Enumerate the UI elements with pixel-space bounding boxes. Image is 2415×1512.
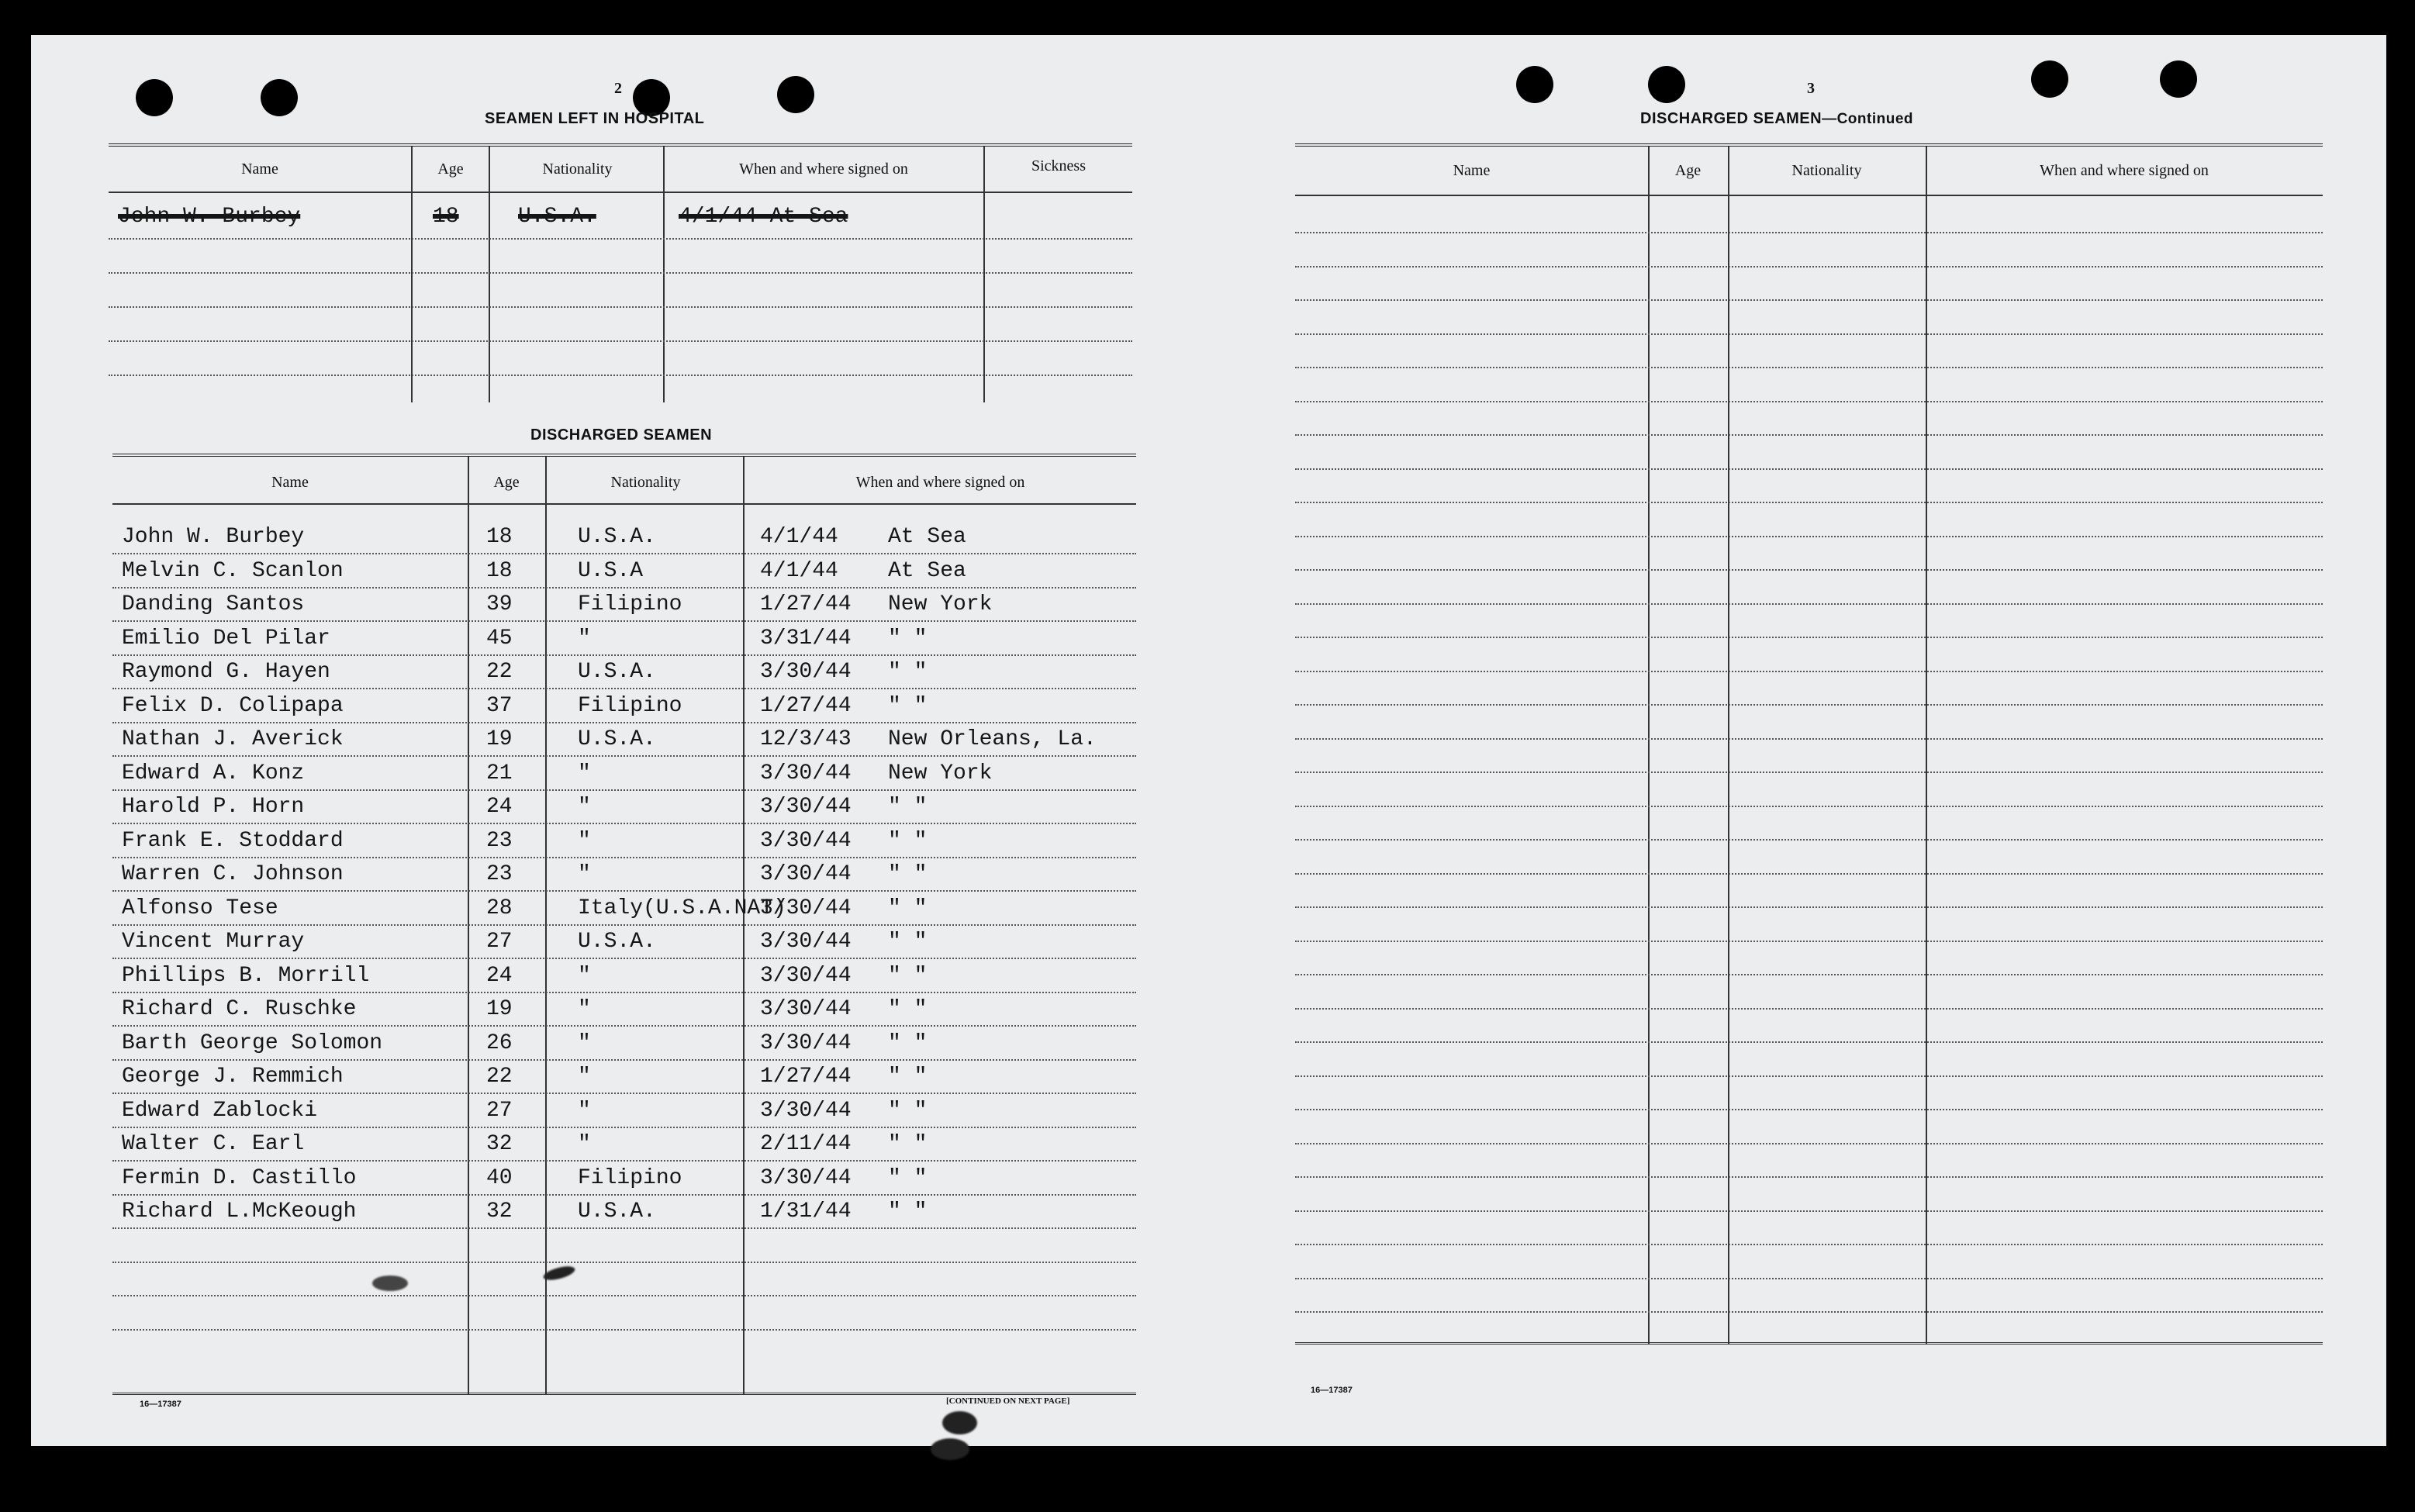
cell-signed-on: 4/1/44 At Sea xyxy=(679,205,848,229)
row-rule xyxy=(112,587,1136,589)
ink-smudge xyxy=(372,1276,408,1291)
cell-name: Alfonso Tese xyxy=(122,896,278,920)
cell-age: 40 xyxy=(486,1165,513,1190)
row-rule xyxy=(1295,839,2323,841)
cell-age: 27 xyxy=(486,930,513,954)
row-rule xyxy=(112,1262,1136,1263)
header-signed-on: When and where signed on xyxy=(855,474,1025,491)
header-nationality: Nationality xyxy=(610,474,681,491)
cell-age: 45 xyxy=(486,626,513,651)
row-rule xyxy=(1295,299,2323,301)
cell-nationality: Filipino xyxy=(578,693,682,718)
row-rule xyxy=(1295,266,2323,268)
cell-name: Felix D. Colipapa xyxy=(122,693,344,718)
cell-nationality: U.S.A. xyxy=(518,205,596,229)
bottom-rule xyxy=(112,1393,1136,1395)
row-rule xyxy=(1295,569,2323,571)
cell-name: John W. Burbey xyxy=(118,205,301,229)
cell-nationality: U.S.A. xyxy=(578,1200,656,1224)
cell-date: 3/31/44 xyxy=(760,626,852,651)
cell-nationality: " xyxy=(578,862,591,886)
cell-name: Harold P. Horn xyxy=(122,795,305,819)
cell-name: Emilio Del Pilar xyxy=(122,626,330,651)
column-rule xyxy=(983,147,985,402)
row-rule xyxy=(1295,468,2323,470)
row-rule xyxy=(112,1127,1136,1128)
cell-place: " " xyxy=(888,1132,928,1156)
cell-nationality: " xyxy=(578,1098,591,1123)
cell-nationality: " xyxy=(578,1065,591,1089)
cell-place: " " xyxy=(888,862,928,886)
row-rule xyxy=(1295,873,2323,875)
cell-age: 39 xyxy=(486,592,513,616)
cell-date: 4/1/44 xyxy=(760,525,838,549)
row-rule xyxy=(112,789,1136,791)
hospital-section-title: SEAMEN LEFT IN HOSPITAL xyxy=(485,110,705,127)
cell-age: 32 xyxy=(486,1132,513,1156)
cell-place: " " xyxy=(888,1200,928,1224)
row-rule xyxy=(112,553,1136,554)
cell-date: 2/11/44 xyxy=(760,1132,852,1156)
row-rule xyxy=(1295,974,2323,975)
row-rule xyxy=(1295,704,2323,706)
cell-nationality: " xyxy=(578,828,591,853)
cell-age: 24 xyxy=(486,963,513,988)
header-signed-on: When and where signed on xyxy=(739,161,908,178)
punch-hole xyxy=(2160,60,2197,98)
row-rule xyxy=(1295,1311,2323,1313)
cell-nationality: " xyxy=(578,795,591,819)
cell-name: Walter C. Earl xyxy=(122,1132,305,1156)
cell-place: New York xyxy=(888,592,993,616)
cell-age: 22 xyxy=(486,1065,513,1089)
header-sickness: Sickness xyxy=(1031,157,1086,174)
cell-place: At Sea xyxy=(888,558,966,583)
bottom-rule xyxy=(1295,1342,2323,1345)
cell-age: 27 xyxy=(486,1098,513,1123)
punch-hole xyxy=(1516,66,1553,103)
column-rule xyxy=(1728,147,1729,1345)
cell-nationality: Italy(U.S.A.NAT) xyxy=(578,896,786,920)
row-rule xyxy=(1295,1210,2323,1212)
row-rule xyxy=(1295,941,2323,942)
row-rule xyxy=(1295,401,2323,402)
cell-date: 4/1/44 xyxy=(760,558,838,583)
row-rule xyxy=(112,1227,1136,1229)
discharged-table xyxy=(112,454,1136,1395)
row-rule xyxy=(1295,738,2323,740)
row-rule xyxy=(109,272,1132,274)
cell-place: At Sea xyxy=(888,525,966,549)
ink-smudge xyxy=(942,1411,977,1434)
header-age: Age xyxy=(1674,162,1702,179)
row-rule xyxy=(1295,1244,2323,1245)
cell-date: 12/3/43 xyxy=(760,727,852,751)
cell-place: " " xyxy=(888,828,928,853)
cell-age: 19 xyxy=(486,727,513,751)
left-page xyxy=(31,35,1198,1446)
row-rule xyxy=(1295,333,2323,335)
discharged-continued-title xyxy=(1640,110,1913,128)
cell-name: Raymond G. Hayen xyxy=(122,660,330,684)
row-rule xyxy=(1295,671,2323,672)
ink-smudge xyxy=(931,1438,969,1460)
cell-place: " " xyxy=(888,795,928,819)
cell-age: 26 xyxy=(486,1030,513,1055)
cell-age: 24 xyxy=(486,795,513,819)
cell-place: " " xyxy=(888,626,928,651)
row-rule xyxy=(112,722,1136,723)
cell-name: Vincent Murray xyxy=(122,930,305,954)
right-page xyxy=(1198,35,2386,1446)
cell-age: 28 xyxy=(486,896,513,920)
cell-place: " " xyxy=(888,1065,928,1089)
row-rule xyxy=(1295,1075,2323,1077)
punch-hole xyxy=(777,76,814,113)
row-rule xyxy=(1295,906,2323,908)
row-rule xyxy=(1295,232,2323,233)
form-number: 16—17387 xyxy=(140,1400,181,1409)
header-nationality: Nationality xyxy=(542,161,613,178)
header-name: Name xyxy=(241,161,278,178)
row-rule xyxy=(112,1194,1136,1196)
cell-date: 1/27/44 xyxy=(760,1065,852,1089)
cell-nationality: " xyxy=(578,626,591,651)
cell-date: 3/30/44 xyxy=(760,930,852,954)
row-rule xyxy=(112,1329,1136,1331)
cell-nationality: " xyxy=(578,1030,591,1055)
cell-name: Edward Zablocki xyxy=(122,1098,318,1123)
cell-nationality: " xyxy=(578,963,591,988)
header-nationality: Nationality xyxy=(1791,162,1862,179)
page-number: 3 xyxy=(1807,80,1815,97)
cell-place: " " xyxy=(888,693,928,718)
header-age: Age xyxy=(493,474,520,491)
cell-name: Melvin C. Scanlon xyxy=(122,558,344,583)
cell-date: 3/30/44 xyxy=(760,660,852,684)
row-rule xyxy=(112,857,1136,858)
punch-hole xyxy=(1648,66,1685,103)
cell-age: 37 xyxy=(486,693,513,718)
cell-nationality: U.S.A. xyxy=(578,727,656,751)
row-rule xyxy=(1295,1176,2323,1178)
cell-name: John W. Burbey xyxy=(122,525,305,549)
row-rule xyxy=(1295,806,2323,807)
row-rule xyxy=(1295,772,2323,773)
punch-hole xyxy=(136,79,173,116)
header-signed-on: When and where signed on xyxy=(2040,162,2209,179)
cell-place: " " xyxy=(888,930,928,954)
cell-name: Edward A. Konz xyxy=(122,761,305,785)
table-header xyxy=(112,457,1136,505)
row-rule xyxy=(109,375,1132,376)
cell-date: 3/30/44 xyxy=(760,1030,852,1055)
cell-age: 19 xyxy=(486,997,513,1021)
row-rule xyxy=(112,1025,1136,1027)
page-number: 2 xyxy=(614,80,622,97)
cell-name: Richard C. Ruschke xyxy=(122,997,357,1021)
cell-name: George J. Remmich xyxy=(122,1065,344,1089)
cell-nationality: U.S.A. xyxy=(578,930,656,954)
punch-hole xyxy=(2031,60,2068,98)
header-name: Name xyxy=(271,474,309,491)
row-rule xyxy=(112,1295,1136,1296)
row-rule xyxy=(112,890,1136,892)
row-rule xyxy=(109,306,1132,308)
cell-name: Fermin D. Castillo xyxy=(122,1165,357,1190)
cell-name: Richard L.McKeough xyxy=(122,1200,357,1224)
cell-age: 18 xyxy=(486,558,513,583)
column-rule xyxy=(1648,147,1650,1345)
column-rule xyxy=(545,457,547,1395)
row-rule xyxy=(1295,1109,2323,1110)
form-number: 16—17387 xyxy=(1311,1386,1353,1395)
row-rule xyxy=(112,924,1136,926)
cell-date: 3/30/44 xyxy=(760,997,852,1021)
cell-place: " " xyxy=(888,896,928,920)
cell-date: 3/30/44 xyxy=(760,761,852,785)
row-rule xyxy=(112,654,1136,656)
row-rule xyxy=(1295,1041,2323,1043)
discharged-section-title: DISCHARGED SEAMEN xyxy=(530,426,713,444)
row-rule xyxy=(1295,603,2323,605)
cell-name: Frank E. Stoddard xyxy=(122,828,344,853)
cell-name: Barth George Solomon xyxy=(122,1030,383,1055)
cell-nationality: " xyxy=(578,1132,591,1156)
cell-date: 1/31/44 xyxy=(760,1200,852,1224)
cell-place: " " xyxy=(888,1098,928,1123)
cell-name: Warren C. Johnson xyxy=(122,862,344,886)
row-rule xyxy=(1295,637,2323,638)
cell-age: 23 xyxy=(486,862,513,886)
column-rule xyxy=(1926,147,1927,1345)
row-rule xyxy=(112,1093,1136,1094)
row-rule xyxy=(109,340,1132,342)
cell-place: New Orleans, La. xyxy=(888,727,1097,751)
cell-date: 3/30/44 xyxy=(760,795,852,819)
row-rule xyxy=(112,755,1136,757)
cell-nationality: U.S.A. xyxy=(578,525,656,549)
cell-date: 1/27/44 xyxy=(760,592,852,616)
cell-age: 18 xyxy=(433,205,459,229)
column-rule xyxy=(663,147,665,402)
row-rule xyxy=(112,958,1136,959)
row-rule xyxy=(112,823,1136,824)
cell-age: 21 xyxy=(486,761,513,785)
table-header xyxy=(109,147,1132,193)
row-rule xyxy=(1295,434,2323,436)
cell-date: 3/30/44 xyxy=(760,963,852,988)
cell-age: 22 xyxy=(486,660,513,684)
cell-date: 3/30/44 xyxy=(760,1098,852,1123)
cell-name: Danding Santos xyxy=(122,592,305,616)
row-rule xyxy=(1295,536,2323,537)
row-rule xyxy=(109,238,1132,240)
cell-place: New York xyxy=(888,761,993,785)
cell-nationality: " xyxy=(578,997,591,1021)
title-main: DISCHARGED SEAMEN xyxy=(1640,110,1822,127)
continued-note: [CONTINUED ON NEXT PAGE] xyxy=(946,1396,1070,1406)
row-rule xyxy=(1295,1008,2323,1010)
cell-age: 23 xyxy=(486,828,513,853)
title-suffix: —Continued xyxy=(1822,111,1914,127)
header-name: Name xyxy=(1453,162,1491,179)
row-rule xyxy=(1295,1278,2323,1279)
row-rule xyxy=(1295,502,2323,503)
hospital-table xyxy=(109,143,1132,402)
row-rule xyxy=(112,688,1136,689)
cell-nationality: U.S.A. xyxy=(578,660,656,684)
column-rule xyxy=(468,457,469,1395)
cell-nationality: Filipino xyxy=(578,592,682,616)
row-rule xyxy=(1295,367,2323,368)
column-rule xyxy=(489,147,490,402)
cell-age: 32 xyxy=(486,1200,513,1224)
cell-place: " " xyxy=(888,997,928,1021)
row-rule xyxy=(1295,1143,2323,1144)
column-rule xyxy=(743,457,745,1395)
cell-place: " " xyxy=(888,1165,928,1190)
cell-date: 3/30/44 xyxy=(760,862,852,886)
cell-age: 18 xyxy=(486,525,513,549)
row-rule xyxy=(112,992,1136,993)
cell-date: 1/27/44 xyxy=(760,693,852,718)
cell-date: 3/30/44 xyxy=(760,896,852,920)
cell-place: " " xyxy=(888,1030,928,1055)
cell-name: Phillips B. Morrill xyxy=(122,963,370,988)
row-rule xyxy=(112,1059,1136,1061)
cell-nationality: Filipino xyxy=(578,1165,682,1190)
cell-name: Nathan J. Averick xyxy=(122,727,344,751)
row-rule xyxy=(112,620,1136,622)
cell-date: 3/30/44 xyxy=(760,828,852,853)
table-header xyxy=(1295,147,2323,196)
cell-nationality: U.S.A xyxy=(578,558,644,583)
header-age: Age xyxy=(437,161,464,178)
cell-place: " " xyxy=(888,963,928,988)
cell-place: " " xyxy=(888,660,928,684)
cell-date: 3/30/44 xyxy=(760,1165,852,1190)
punch-hole xyxy=(261,79,298,116)
discharged-continued-table xyxy=(1295,143,2323,1345)
column-rule xyxy=(411,147,413,402)
cell-nationality: " xyxy=(578,761,591,785)
row-rule xyxy=(112,1160,1136,1162)
